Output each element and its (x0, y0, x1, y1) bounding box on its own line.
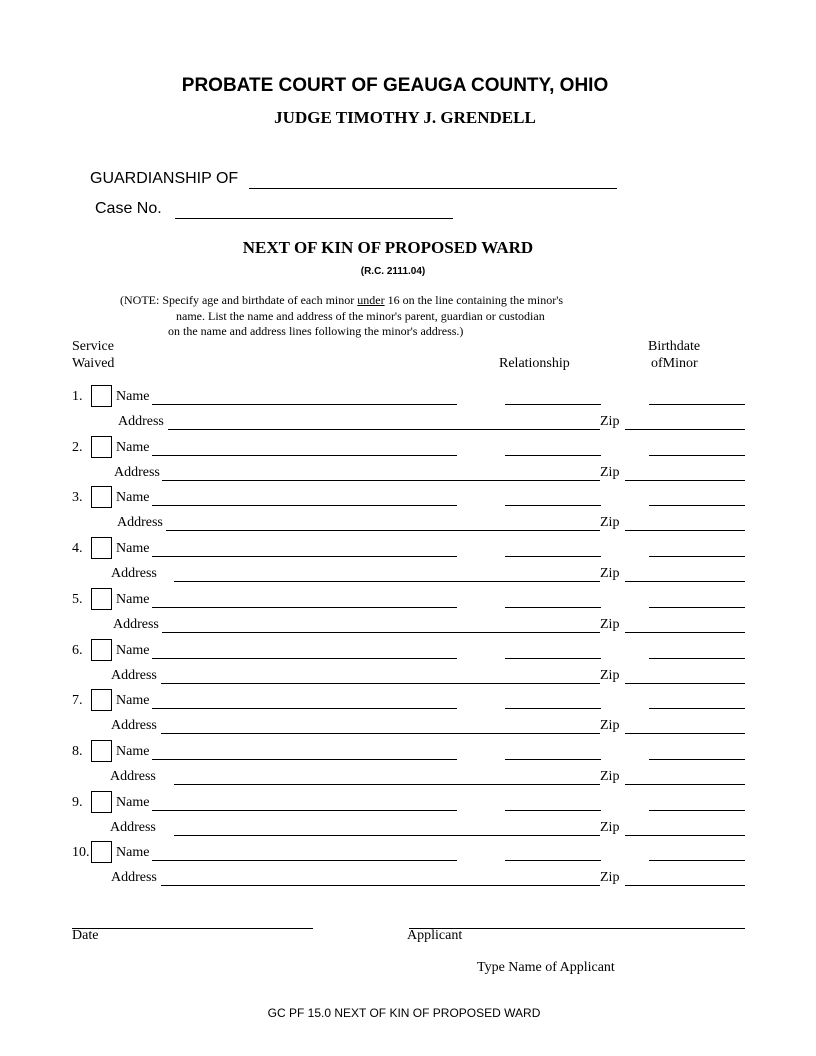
name-field-9[interactable] (152, 810, 457, 811)
address-field-4[interactable] (174, 581, 600, 582)
zip-label: Zip (600, 515, 620, 531)
name-field-8[interactable] (152, 759, 457, 760)
birthdate-field-5[interactable] (649, 607, 745, 608)
name-field-3[interactable] (152, 505, 457, 506)
row-number: 6. (72, 642, 83, 658)
date-field[interactable] (72, 928, 313, 929)
column-relationship: Relationship (499, 356, 570, 371)
guardianship-label: GUARDIANSHIP OF (90, 170, 239, 187)
address-label: Address (110, 819, 156, 835)
note-text: 16 on the line containing the minor's (384, 293, 564, 307)
relationship-field-4[interactable] (505, 556, 601, 557)
birthdate-field-4[interactable] (649, 556, 745, 557)
birthdate-field-1[interactable] (649, 404, 745, 405)
birthdate-field-8[interactable] (649, 759, 745, 760)
address-field-5[interactable] (162, 632, 600, 633)
relationship-field-2[interactable] (505, 455, 601, 456)
name-label: Name (116, 845, 150, 861)
note-line-3: on the name and address lines following the minor's address.) (168, 324, 464, 338)
address-field-3[interactable] (166, 530, 600, 531)
zip-field-2[interactable] (625, 480, 745, 481)
service-waived-checkbox-2[interactable] (91, 436, 112, 458)
zip-field-8[interactable] (625, 784, 745, 785)
service-waived-checkbox-6[interactable] (91, 639, 112, 661)
name-field-5[interactable] (152, 607, 457, 608)
service-waived-checkbox-9[interactable] (91, 791, 112, 813)
address-label: Address (118, 414, 164, 429)
zip-field-1[interactable] (625, 429, 745, 430)
address-field-1[interactable] (168, 429, 600, 430)
name-label: Name (116, 743, 150, 759)
row-number: 1. (72, 389, 83, 404)
service-waived-checkbox-5[interactable] (91, 588, 112, 610)
name-field-4[interactable] (152, 556, 457, 557)
address-field-10[interactable] (161, 885, 600, 886)
birthdate-field-10[interactable] (649, 860, 745, 861)
address-label: Address (114, 464, 160, 480)
row-number: 2. (72, 439, 83, 455)
type-name-label: Type Name of Applicant (477, 960, 615, 975)
zip-field-9[interactable] (625, 835, 745, 836)
row-number: 7. (72, 693, 83, 709)
note-emphasis: under (357, 293, 385, 307)
note-line-1 (120, 293, 563, 308)
zip-field-6[interactable] (625, 683, 745, 684)
zip-label: Zip (600, 616, 620, 632)
birthdate-field-9[interactable] (649, 810, 745, 811)
zip-label: Zip (600, 566, 620, 582)
service-waived-checkbox-7[interactable] (91, 689, 112, 711)
relationship-field-9[interactable] (505, 810, 601, 811)
relationship-field-3[interactable] (505, 505, 601, 506)
note-text: (NOTE: Specify age and birthdate of each minor (120, 293, 358, 307)
column-waived: Waived (72, 356, 115, 371)
name-label: Name (116, 642, 150, 658)
birthdate-field-3[interactable] (649, 505, 745, 506)
service-waived-checkbox-10[interactable] (91, 841, 112, 863)
service-waived-checkbox-1[interactable] (91, 385, 112, 407)
applicant-label: Applicant (407, 928, 463, 943)
relationship-field-5[interactable] (505, 607, 601, 608)
row-number: 9. (72, 794, 83, 810)
address-field-9[interactable] (174, 835, 600, 836)
form-title: NEXT OF KIN OF PROPOSED WARD (242, 238, 534, 257)
name-field-6[interactable] (152, 658, 457, 659)
zip-field-3[interactable] (625, 530, 745, 531)
row-number: 5. (72, 591, 83, 607)
address-label: Address (113, 616, 159, 632)
statute-reference: (R.C. 2111.04) (360, 266, 426, 277)
relationship-field-8[interactable] (505, 759, 601, 760)
column-service: Service (72, 339, 114, 354)
name-label: Name (116, 439, 150, 455)
form-footer: GC PF 15.0 NEXT OF KIN OF PROPOSED WARD (267, 1006, 541, 1020)
column-of-minor: ofMinor (651, 356, 698, 371)
zip-label: Zip (600, 819, 620, 835)
zip-label: Zip (600, 718, 620, 734)
zip-label: Zip (600, 667, 620, 683)
row-number: 8. (72, 743, 83, 759)
birthdate-field-2[interactable] (649, 455, 745, 456)
address-label: Address (111, 566, 157, 582)
case-number-label: Case No. (95, 200, 162, 217)
address-label: Address (111, 870, 157, 886)
service-waived-checkbox-4[interactable] (91, 537, 112, 559)
judge-name: JUDGE TIMOTHY J. GRENDELL (274, 108, 536, 127)
service-waived-checkbox-3[interactable] (91, 486, 112, 508)
name-label: Name (116, 794, 150, 810)
zip-label: Zip (600, 464, 620, 480)
name-label: Name (116, 541, 150, 557)
column-birthdate: Birthdate (648, 339, 701, 354)
name-label: Name (116, 490, 150, 506)
address-label: Address (111, 667, 157, 683)
relationship-field-6[interactable] (505, 658, 601, 659)
name-label: Name (116, 591, 150, 607)
address-field-7[interactable] (161, 733, 600, 734)
relationship-field-7[interactable] (505, 708, 601, 709)
zip-field-7[interactable] (625, 733, 745, 734)
service-waived-checkbox-8[interactable] (91, 740, 112, 762)
court-title: PROBATE COURT OF GEAUGA COUNTY, OHIO (181, 75, 609, 96)
address-field-2[interactable] (162, 480, 600, 481)
address-field-8[interactable] (174, 784, 600, 785)
relationship-field-1[interactable] (505, 404, 601, 405)
address-label: Address (111, 718, 157, 734)
name-label: Name (116, 693, 150, 709)
birthdate-field-6[interactable] (649, 658, 745, 659)
zip-label: Zip (600, 414, 620, 429)
row-number: 4. (72, 541, 83, 557)
relationship-field-10[interactable] (505, 860, 601, 861)
address-label: Address (110, 768, 156, 784)
birthdate-field-7[interactable] (649, 708, 745, 709)
date-label: Date (72, 928, 99, 943)
zip-label: Zip (600, 768, 620, 784)
address-field-6[interactable] (161, 683, 600, 684)
zip-label: Zip (600, 870, 620, 886)
row-number: 3. (72, 490, 83, 506)
name-label: Name (116, 389, 150, 404)
note-line-2: name. List the name and address of the minor's parent, guardian or custodian (176, 309, 545, 323)
row-number: 10. (72, 845, 90, 861)
name-field-2[interactable] (152, 455, 457, 456)
zip-field-10[interactable] (625, 885, 745, 886)
case-number-field[interactable] (175, 218, 453, 219)
name-field-7[interactable] (152, 708, 457, 709)
zip-field-4[interactable] (625, 581, 745, 582)
name-field-10[interactable] (152, 860, 457, 861)
guardianship-field[interactable] (249, 188, 617, 189)
name-field-1[interactable] (152, 404, 457, 405)
zip-field-5[interactable] (625, 632, 745, 633)
address-label: Address (117, 515, 163, 531)
